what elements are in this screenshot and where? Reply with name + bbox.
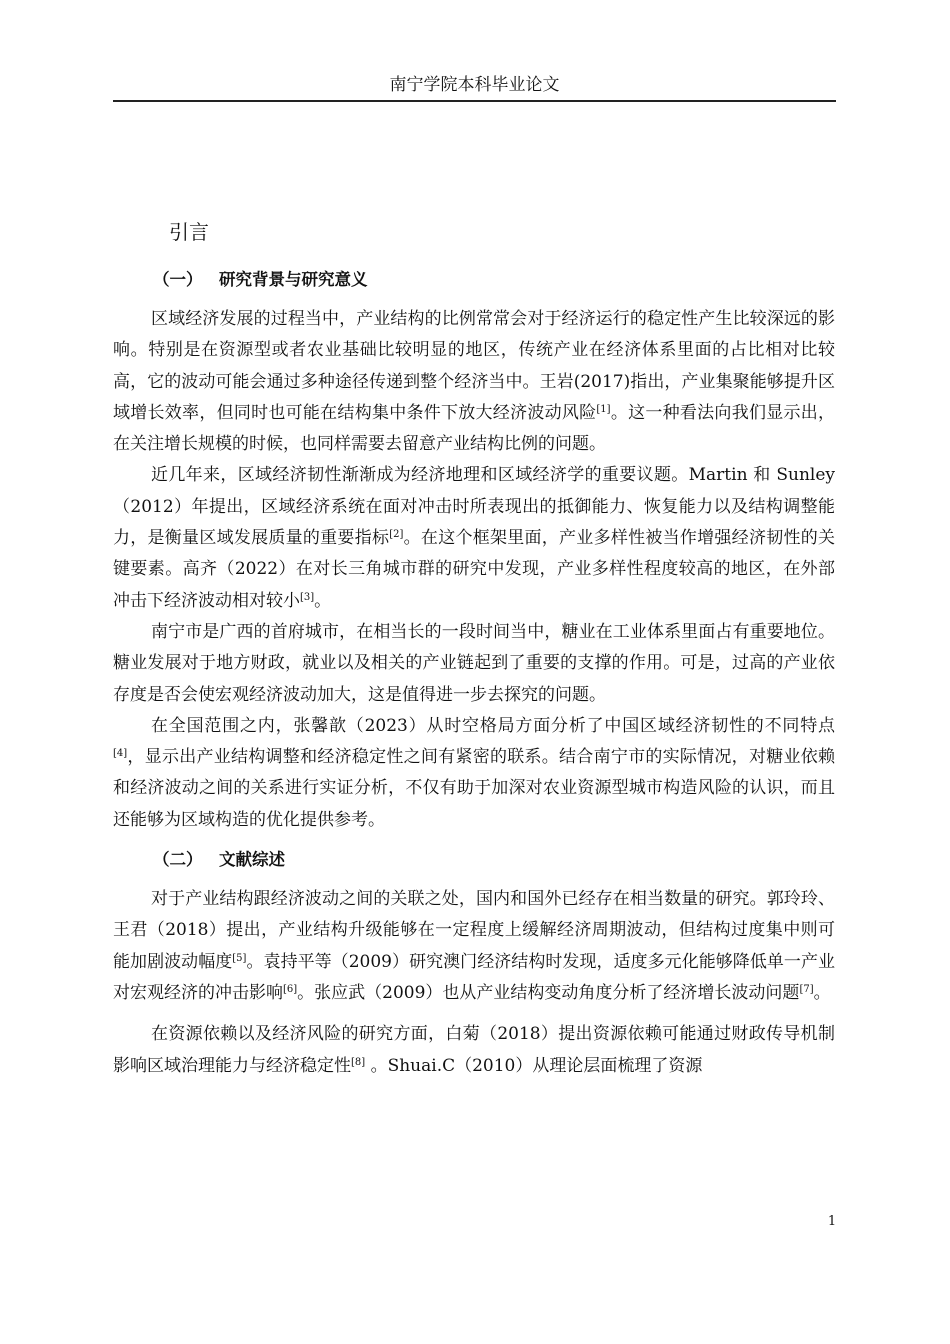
body-paragraph <box>113 460 835 616</box>
section-number: （二） <box>153 850 203 870</box>
page-number: 1 <box>827 1214 837 1229</box>
citation-ref: [7] <box>799 983 814 995</box>
paragraph-text: 。在这个框架里面，产业多样性被当作增强经济韧性的关键要素。高齐（2022）在对长三角城市群的研究中发现，产业多样性程度较高的地区，在外部冲击下经济波动相对较小 <box>113 528 836 611</box>
chapter-title: 引言 <box>169 220 209 244</box>
paragraph-text: 在全国范围之内，张馨歆（2023）从时空格局方面分析了中国区域经济韧性的不同特点 <box>151 715 835 736</box>
citation-ref: [5] <box>232 952 247 964</box>
paragraph-text: 南宁市是广西的首府城市，在相当长的一段时间当中，糖业在工业体系里面占有重要地位。糖业发展对于地方财政，就业以及相关的产业链起到了重要的支撑的作用。可是，过高的产业依存度是否会使宏观经济波动加大，这是值得进一步去探究的问题。 <box>113 621 835 705</box>
paragraph-text: 。张应武（2009）也从产业结构变动角度分析了经济增长波动问题 <box>297 982 800 1003</box>
paragraph-text: 近几年来，区域经济韧性渐渐成为经济地理和区域经济学的重要议题。Martin 和 Sunley（2012）年提出，区域经济系统在面对冲击时所表现出的抵御能力、恢复能力以及结构调整能力，是衡量区域发展质量的重要指标 <box>113 465 835 549</box>
citation-ref: [4] <box>113 748 128 760</box>
section-title: 研究背景与研究意义 <box>219 270 368 289</box>
paragraph-text: 对于产业结构跟经济波动之间的关联之处，国内和国外已经存在相当数量的研究。郭玲玲、王君（2018）提出，产业结构升级能够在一定程度上缓解经济周期波动，但结构过度集中则可能加剧波动幅度 <box>113 889 835 972</box>
citation-ref: [1] <box>596 403 611 415</box>
section-number: （一） <box>153 270 203 289</box>
paragraph-text: 。袁持平等（2009）研究澳门经济结构时发现，适度多元化能够降低单一产业对宏观经济的冲击影响 <box>113 951 836 1003</box>
citation-ref: [2] <box>389 529 404 541</box>
body-paragraph <box>113 884 835 1009</box>
body-paragraph <box>113 711 835 836</box>
page-body <box>113 212 835 1082</box>
section-heading-literature <box>113 846 835 874</box>
header-title: 南宁学院本科毕业论文 <box>389 75 560 95</box>
paragraph-text: ，显示出产业结构调整和经济稳定性之间有紧密的联系。结合南宁市的实际情况，对糖业依赖和经济波动之间的关系进行实证分析，不仅有助于加深对农业资源型城市构造风险的认识，而且还能够为区域构造的优化提供参考。 <box>113 747 835 830</box>
body-paragraph <box>113 617 835 711</box>
body-paragraph <box>113 1019 835 1082</box>
paragraph-text: 区域经济发展的过程当中，产业结构的比例常常会对于经济运行的稳定性产生比较深远的影响。特别是在资源型或者农业基础比较明显的地区，传统产业在经济体系里面的占比相对比较高，它的波动可能会通过多种途径传递到整个经济当中。王岩(2017)指出，产业集聚能够提升区域增长效率，但同时也可能在结构集中条件下放大经济波动风险 <box>113 309 835 423</box>
citation-ref: [3] <box>300 591 315 603</box>
paragraph-text: 。 <box>813 982 831 1003</box>
body-paragraph <box>113 304 835 460</box>
paragraph-text: 。Shuai.C（2010）从理论层面梳理了资源 <box>365 1055 703 1076</box>
paragraph-text: 。这一种看法向我们显示出，在关注增长规模的时候，也同样需要去留意产业结构比例的问题。 <box>113 402 836 455</box>
citation-ref: [8] <box>351 1056 366 1068</box>
section-title: 文献综述 <box>219 850 285 870</box>
paragraph-text: 在资源依赖以及经济风险的研究方面，白菊（2018）提出资源依赖可能通过财政传导机制影响区域治理能力与经济稳定性 <box>113 1024 835 1076</box>
paragraph-text: 。 <box>314 590 332 611</box>
citation-ref: [6] <box>283 983 298 995</box>
section-heading-background <box>113 266 835 294</box>
page-header <box>113 70 836 102</box>
